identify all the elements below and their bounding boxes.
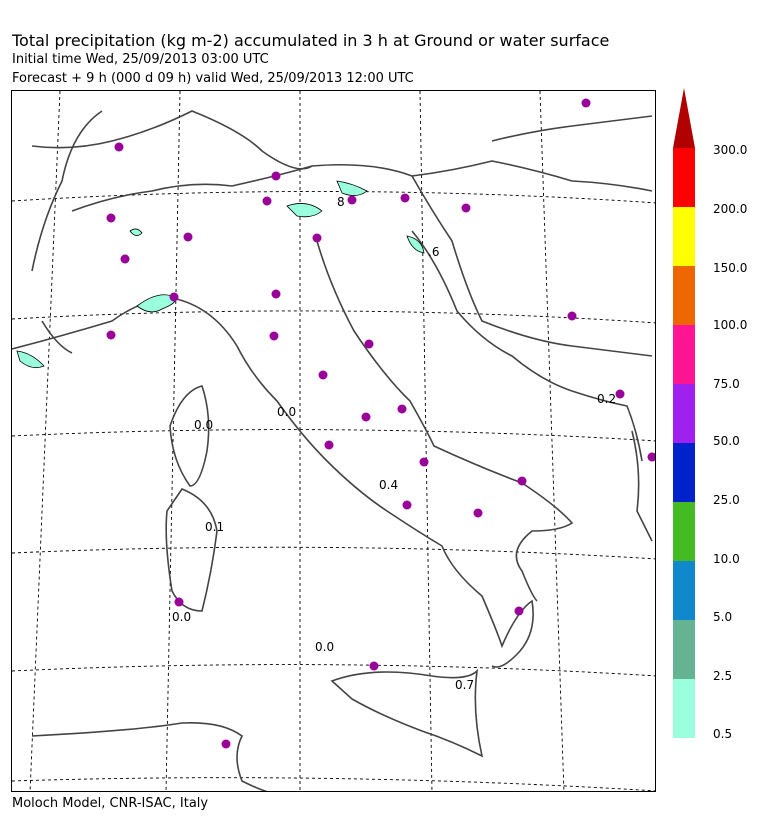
value-label: 0.4 bbox=[379, 478, 399, 492]
station-marker bbox=[398, 405, 407, 414]
station-marker bbox=[616, 390, 625, 399]
graticule bbox=[12, 91, 656, 792]
value-labels bbox=[172, 195, 616, 692]
station-marker bbox=[263, 197, 272, 206]
scale-label: 100.0 bbox=[713, 318, 748, 332]
station-marker bbox=[175, 598, 184, 607]
station-marker bbox=[474, 509, 483, 518]
forecast-label: Forecast + 9 h (000 d 09 h) valid Wed, 25/09/2013 12:00 UTC bbox=[12, 71, 414, 86]
station-marker bbox=[518, 477, 527, 486]
scale-bin bbox=[673, 443, 695, 502]
value-label: 8 bbox=[337, 195, 345, 209]
station-marker bbox=[582, 99, 591, 108]
station-marker bbox=[222, 740, 231, 749]
station-markers bbox=[107, 99, 657, 749]
initial-time-label: Initial time Wed, 25/09/2013 03:00 UTC bbox=[12, 52, 269, 67]
station-marker bbox=[272, 172, 281, 181]
value-label: 0.0 bbox=[194, 418, 214, 432]
station-marker bbox=[115, 143, 124, 152]
station-marker bbox=[370, 662, 379, 671]
station-marker bbox=[568, 312, 577, 321]
station-marker bbox=[648, 453, 657, 462]
station-marker bbox=[121, 255, 130, 264]
value-label: 0.1 bbox=[205, 520, 225, 534]
scale-top-arrow bbox=[673, 88, 695, 148]
station-marker bbox=[170, 293, 179, 302]
station-marker bbox=[184, 233, 193, 242]
station-marker bbox=[362, 413, 371, 422]
scale-bin bbox=[673, 207, 695, 266]
scale-bin bbox=[673, 266, 695, 325]
coastlines bbox=[12, 111, 652, 792]
station-marker bbox=[348, 196, 357, 205]
scale-label: 2.5 bbox=[713, 669, 733, 683]
station-marker bbox=[319, 371, 328, 380]
station-marker bbox=[313, 234, 322, 243]
precipitation-map bbox=[11, 90, 656, 792]
scale-label: 150.0 bbox=[713, 261, 748, 275]
scale-bin bbox=[673, 561, 695, 620]
scale-label: 5.0 bbox=[713, 610, 733, 624]
value-label: .6 bbox=[428, 245, 440, 259]
scale-bin bbox=[673, 620, 695, 679]
color-scale-bar bbox=[673, 88, 695, 738]
station-marker bbox=[420, 458, 429, 467]
value-label: 0.7 bbox=[455, 678, 475, 692]
value-label: 0.0 bbox=[172, 610, 192, 624]
station-marker bbox=[272, 290, 281, 299]
scale-bin bbox=[673, 325, 695, 384]
station-marker bbox=[325, 441, 334, 450]
scale-bin bbox=[673, 148, 695, 207]
scale-bin bbox=[673, 679, 695, 738]
value-label: 0.2 bbox=[597, 392, 617, 406]
station-marker bbox=[515, 607, 524, 616]
station-marker bbox=[365, 340, 374, 349]
map-canvas bbox=[12, 91, 656, 792]
station-marker bbox=[462, 204, 471, 213]
scale-label: 25.0 bbox=[713, 493, 740, 507]
scale-label: 50.0 bbox=[713, 434, 740, 448]
model-credit: Moloch Model, CNR-ISAC, Italy bbox=[12, 796, 209, 811]
map-title: Total precipitation (kg m-2) accumulated in 3 h at Ground or water surface bbox=[12, 31, 610, 50]
color-scale bbox=[673, 88, 695, 738]
scale-label: 300.0 bbox=[713, 143, 748, 157]
station-marker bbox=[107, 214, 116, 223]
scale-label: 200.0 bbox=[713, 202, 748, 216]
scale-label: 0.5 bbox=[713, 727, 733, 741]
station-marker bbox=[403, 501, 412, 510]
scale-bin bbox=[673, 502, 695, 561]
value-label: 0.0 bbox=[277, 405, 297, 419]
station-marker bbox=[401, 194, 410, 203]
value-label: 0.0 bbox=[315, 640, 335, 654]
scale-label: 75.0 bbox=[713, 377, 740, 391]
scale-label: 10.0 bbox=[713, 552, 740, 566]
station-marker bbox=[107, 331, 116, 340]
station-marker bbox=[270, 332, 279, 341]
scale-bin bbox=[673, 384, 695, 443]
